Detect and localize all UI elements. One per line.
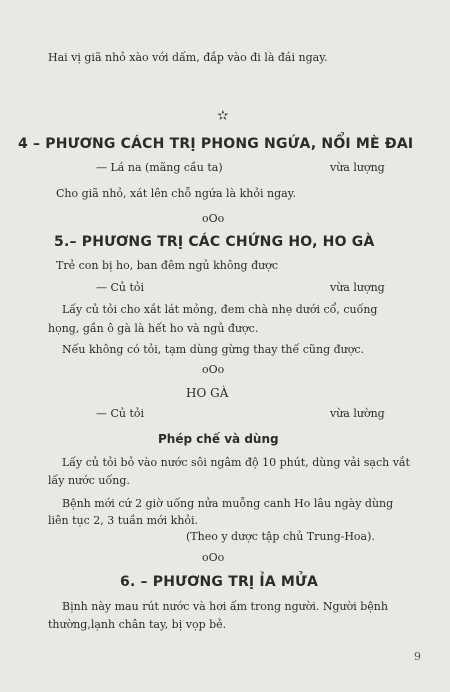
separator: oOo [202,551,225,564]
paragraph-line: thường,lạnh chân tay, bị vọp bẻ. [48,618,227,631]
paragraph-line: Bệnh mới cứ 2 giờ uống nửa muỗng canh Ho lâu ngày dùng [62,497,394,510]
paragraph-line: Lấy củ tỏi cho xắt lát mỏng, đem chà nhẹ dưới cổ, cuống [62,303,378,316]
page-number: 9 [414,650,421,663]
paragraph-line: Nếu không có tỏi, tạm dùng gừng thay thế cũng được. [62,343,365,356]
section-heading-5: 5.– PHƯƠNG TRỊ CÁC CHỨNG HO, HO GÀ [54,234,375,250]
ingredient-line: — Củ tỏi [96,281,145,294]
separator: oOo [202,363,225,376]
ingredient-amount: vừa lường [330,407,385,420]
section-heading-6: 6. – PHƯƠNG TRỊ ỈA MỬA [120,574,318,590]
paragraph-line: lấy nước uống. [48,474,130,487]
subsection-title: HO GÀ [186,386,229,400]
ingredient-line: — Lá na (mãng cầu ta) [96,161,223,174]
subheading: Phép chế và dùng [158,432,279,446]
paragraph-line: họng, gần ô gà là hết ho và ngủ được. [48,322,259,335]
paragraph-line: Lấy củ tỏi bỏ vào nước sôi ngâm độ 10 phút, dùng vải sạch vắt [62,456,410,469]
source-citation: (Theo y dược tập chủ Trung-Hoa). [186,530,375,543]
ingredient-line: — Củ tỏi [96,407,145,420]
section-heading-4: 4 – PHƯƠNG CÁCH TRỊ PHONG NGỨA, NỔI MÈ ĐAI [18,136,414,152]
ingredient-amount: vừa lượng [330,161,385,174]
paragraph-line: Trẻ con bị ho, ban đêm ngủ không được [56,259,278,272]
paragraph-line: Hai vị giã nhỏ xào với dấm, đắp vào đi là đái ngay. [48,51,328,64]
star-ornament: ✫ [217,108,229,124]
paragraph-line: Cho giã nhỏ, xát lên chỗ ngứa là khỏi ngay. [56,187,296,200]
separator: oOo [202,212,225,225]
paragraph-line: liên tục 2, 3 tuần mới khỏi. [48,514,199,527]
ingredient-amount: vừa lượng [330,281,385,294]
paragraph-line: Bịnh này mau rút nước và hơi ấm trong người. Người bệnh [62,600,388,613]
